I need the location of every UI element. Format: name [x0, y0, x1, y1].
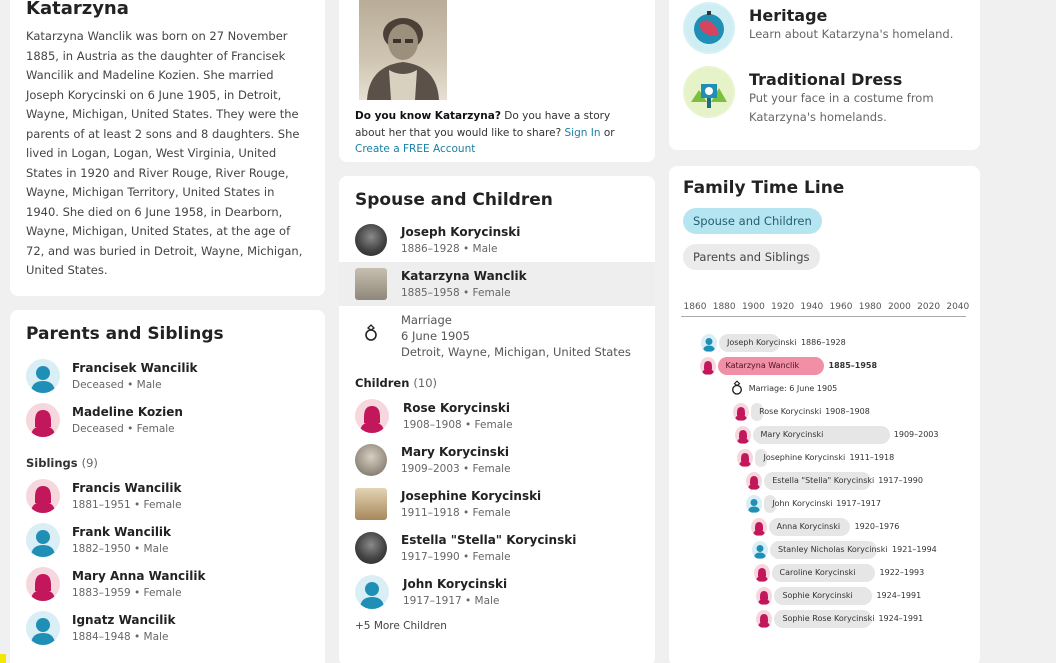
timeline-bar[interactable]: Katarzyna Wanclik	[718, 357, 825, 375]
parent-item[interactable]	[26, 398, 309, 442]
child-meta: 1909–2003 • Female	[401, 463, 511, 475]
female-avatar-icon	[751, 518, 767, 536]
sibling-name[interactable]: Frank Wancilik	[72, 525, 172, 539]
marriage-place: Detroit, Wayne, Michigan, United States	[401, 345, 631, 359]
timeline-bar[interactable]: Josephine Korycinski	[755, 449, 767, 467]
child-item[interactable]	[339, 570, 655, 614]
female-avatar-icon	[735, 426, 751, 444]
male-avatar-icon	[355, 575, 389, 609]
timeline-tick-label: 1920	[771, 302, 795, 312]
timeline-bar[interactable]: Joseph Korycinski	[719, 334, 780, 352]
female-avatar-icon	[26, 403, 60, 437]
male-avatar-icon	[752, 541, 768, 559]
male-avatar-icon	[746, 495, 762, 513]
heritage-item[interactable]	[683, 2, 966, 54]
story-prompt	[355, 108, 639, 158]
bio-text: Katarzyna Wanclik was born on 27 November 1885, in Austria as the daughter of Francisek Wancilik and Madeline Kozien. She married Joseph Korycinski on 6 June 1905, in Detroit, Wayne, Michigan, United States. They were the parents of at least 2 sons and 8 daughters. She lived in Logan, Logan, West Virginia, United States in 1920 and River Rouge, River Rouge, Wayne, Michigan Territory, United States in 1940. She died on 6 June 1958, in Dearborn, Wayne, Michigan, United States, at the age of 72, and was buried in Detroit, Wayne, Michigan, United States.	[26, 29, 303, 277]
traditional-dress-desc: Put your face in a costume from Katarzyna's homelands.	[749, 91, 934, 124]
spouse-children-pill[interactable]: Spouse and Children	[683, 208, 822, 234]
portrait-photo[interactable]	[359, 0, 447, 100]
traditional-dress-icon	[683, 66, 735, 118]
timeline-years: 1924–1991	[876, 591, 922, 600]
person-photo-avatar	[355, 488, 387, 520]
timeline-bar[interactable]: Rose Korycinski	[751, 403, 763, 421]
timeline-years: 1922–1993	[879, 568, 925, 577]
timeline-years: 1909–2003	[893, 430, 939, 439]
sibling-name[interactable]: Francis Wancilik	[72, 481, 182, 495]
sibling-meta: 1884–1948 • Male	[72, 631, 169, 643]
siblings-count: (9)	[81, 456, 98, 470]
story-or: or	[600, 126, 615, 139]
sibling-meta: 1881–1951 • Female	[72, 499, 182, 511]
sign-in-link[interactable]: Sign In	[564, 126, 601, 139]
parent-name[interactable]: Francisek Wancilik	[72, 361, 198, 375]
parents-siblings-title: Parents and Siblings	[26, 324, 224, 344]
more-children-link[interactable]: +5 More Children	[355, 620, 447, 632]
timeline-bar[interactable]: Stanley Nicholas Korycinski	[770, 541, 877, 559]
timeline-years: 1924–1991	[878, 614, 924, 623]
sibling-item[interactable]	[26, 606, 309, 650]
child-meta: 1908–1908 • Female	[403, 419, 513, 431]
child-name[interactable]: John Korycinski	[403, 577, 508, 591]
child-item[interactable]	[339, 438, 655, 482]
timeline-title: Family Time Line	[683, 178, 845, 198]
child-item[interactable]	[339, 394, 655, 438]
male-avatar-icon	[26, 523, 60, 557]
female-avatar-icon	[746, 472, 762, 490]
timeline-axis	[683, 302, 973, 322]
timeline-years: 1920–1976	[854, 522, 900, 531]
timeline-bar[interactable]: John Korycinski	[764, 495, 776, 513]
siblings-heading	[26, 456, 309, 470]
female-avatar-icon	[26, 479, 60, 513]
spouse-children-title: Spouse and Children	[355, 190, 553, 210]
person-photo-avatar	[355, 444, 387, 476]
child-name[interactable]: Estella "Stella" Korycinski	[401, 533, 577, 547]
person-photo-avatar	[355, 224, 387, 256]
male-avatar-icon	[26, 611, 60, 645]
female-avatar-icon	[737, 449, 753, 467]
child-name[interactable]: Mary Korycinski	[401, 445, 510, 459]
children-label: Children	[355, 376, 410, 390]
sibling-name[interactable]: Mary Anna Wancilik	[72, 569, 206, 583]
timeline-tick-label: 1940	[800, 302, 824, 312]
story-text: Do you have a story about her that you would like to share?	[355, 110, 611, 139]
parent-meta: Deceased • Male	[72, 379, 162, 391]
timeline-years: 1885–1958	[828, 361, 878, 370]
child-meta: 1911–1918 • Female	[401, 507, 511, 519]
marriage-date: 6 June 1905	[401, 329, 470, 343]
timeline-bar[interactable]: Estella "Stella" Korycinski	[764, 472, 871, 490]
timeline-years: 1908–1908	[825, 407, 870, 416]
timeline-tick-label: 1900	[741, 302, 765, 312]
create-account-link[interactable]: Create a FREE Account	[355, 143, 476, 155]
person-photo-avatar	[355, 268, 387, 300]
bio-card	[10, 0, 325, 296]
sibling-meta: 1882–1950 • Male	[72, 543, 169, 555]
sibling-item[interactable]	[26, 518, 309, 562]
traditional-dress-title[interactable]: Traditional Dress	[749, 70, 903, 89]
traditional-dress-item[interactable]	[683, 66, 966, 127]
timeline-axis-line	[681, 316, 966, 317]
timeline-tick-label: 2000	[887, 302, 911, 312]
children-count: (10)	[413, 376, 438, 390]
timeline-bar[interactable]: Anna Korycinski	[769, 518, 851, 536]
timeline-tick-label: 1960	[829, 302, 853, 312]
marriage-ring-icon	[731, 380, 743, 400]
marriage-info	[339, 306, 655, 368]
photo-story-card	[339, 0, 655, 162]
siblings-label: Siblings	[26, 456, 78, 470]
timeline-years: 1911–1918	[849, 453, 895, 462]
family-timeline-card	[669, 166, 980, 663]
timeline-tick-label: 1860	[683, 302, 707, 312]
marriage-label: Marriage	[401, 313, 452, 327]
sibling-meta: 1883–1959 • Female	[72, 587, 182, 599]
female-avatar-icon	[733, 403, 749, 421]
child-meta: 1917–1990 • Female	[401, 551, 511, 563]
child-meta: 1917–1917 • Male	[403, 595, 500, 607]
male-avatar-icon	[701, 334, 717, 352]
female-avatar-icon	[756, 610, 772, 628]
timeline-bar[interactable]: Caroline Korycinski	[772, 564, 876, 582]
spouse-children-card	[339, 176, 655, 663]
sibling-name[interactable]: Ignatz Wancilik	[72, 613, 176, 627]
spouse-name[interactable]: Joseph Korycinski	[401, 225, 521, 239]
timeline-years: 1917–1917	[836, 499, 881, 508]
female-avatar-icon	[756, 587, 772, 605]
timeline-tick-label: 1980	[858, 302, 882, 312]
heritage-title[interactable]: Heritage	[749, 6, 828, 25]
male-avatar-icon	[26, 359, 60, 393]
self-name[interactable]: Katarzyna Wanclik	[401, 269, 527, 283]
sibling-item[interactable]	[26, 562, 309, 606]
child-name[interactable]: Josephine Korycinski	[401, 489, 542, 503]
parents-siblings-card	[10, 310, 325, 663]
self-item[interactable]	[339, 262, 655, 306]
story-question: Do you know Katarzyna?	[355, 110, 501, 122]
parents-siblings-pill[interactable]: Parents and Siblings	[683, 244, 820, 270]
child-name[interactable]: Rose Korycinski	[403, 401, 511, 415]
female-avatar-icon	[700, 357, 716, 375]
female-avatar-icon	[355, 399, 389, 433]
timeline-tick-label: 1880	[712, 302, 736, 312]
spouse-meta: 1886–1928 • Male	[401, 243, 498, 255]
sibling-item[interactable]	[26, 474, 309, 518]
person-name: Katarzyna	[26, 0, 129, 19]
explore-card	[669, 0, 980, 150]
timeline-marriage-label: Marriage: 6 June 1905	[748, 384, 838, 393]
parent-item[interactable]	[26, 354, 309, 398]
timeline-years: 1917–1990	[878, 476, 923, 485]
timeline-bar[interactable]: Sophie Rose Korycinski	[774, 610, 872, 628]
female-avatar-icon	[26, 567, 60, 601]
timeline-bar[interactable]: Mary Korycinski	[753, 426, 890, 444]
female-avatar-icon	[754, 564, 770, 582]
timeline-years: 1921–1994	[892, 545, 937, 554]
person-photo-avatar	[355, 532, 387, 564]
children-heading	[339, 368, 655, 394]
parent-meta: Deceased • Female	[72, 423, 175, 435]
timeline-years: 1886–1928	[800, 338, 846, 347]
spouse-item[interactable]	[339, 218, 655, 262]
child-item[interactable]	[339, 482, 655, 526]
self-meta: 1885–1958 • Female	[401, 287, 511, 299]
heritage-globe-icon	[683, 2, 735, 54]
ring-icon	[355, 312, 387, 360]
edge-marker	[0, 654, 6, 663]
timeline-tick-label: 2020	[917, 302, 941, 312]
timeline-bar[interactable]: Sophie Korycinski	[774, 587, 872, 605]
timeline-tick-label: 2040	[946, 302, 970, 312]
child-item[interactable]	[339, 526, 655, 570]
parent-name[interactable]: Madeline Kozien	[72, 405, 183, 419]
heritage-desc: Learn about Katarzyna's homeland.	[749, 27, 954, 41]
